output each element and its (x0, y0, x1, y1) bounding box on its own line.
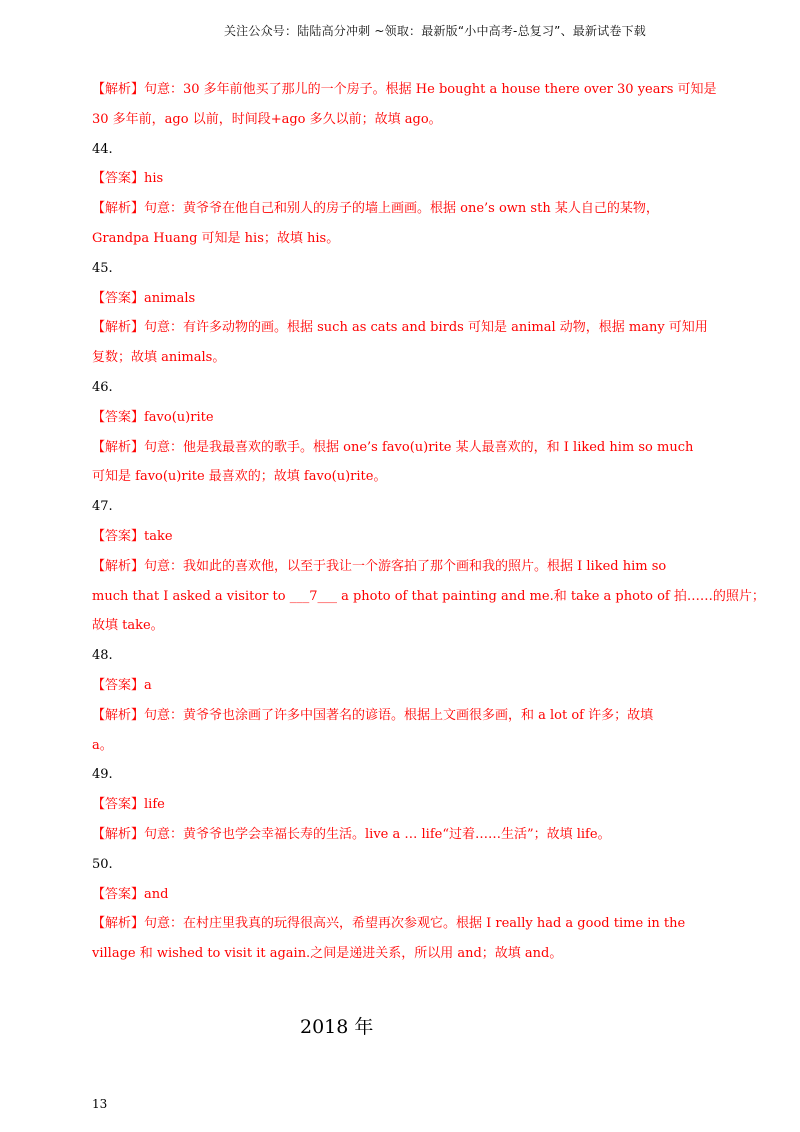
explanation-line: 【解析】句意：在村庄里我真的玩得很高兴，希望再次参观它。根据 I really had a good time in the (92, 916, 686, 932)
explanation-line: 【解析】句意：他是我最喜欢的歌手。根据 one’s favo(u)rite 某人最喜欢的，和 I liked him so much (92, 439, 694, 455)
explanation-line: 【解析】句意：30 多年前他买了那儿的一个房子。根据 He bought a house there over 30 years 可知是 (92, 82, 717, 97)
explanation-line: 复数；故填 animals。 (92, 350, 226, 366)
question-number: 44. (92, 141, 113, 157)
question-number: 46. (92, 379, 113, 395)
question-number: 50. (92, 856, 113, 872)
explanation-line: 【解析】句意：黄爷爷在他自己和别人的房子的墙上画画。根据 one’s own sth 某人自己的某物， (92, 201, 659, 217)
explanation-line: 【解析】句意：我如此的喜欢他，以至于我让一个游客拍了那个画和我的照片。根据 I liked him so (92, 558, 667, 574)
explanation-line: 【答案】favo(u)rite (92, 409, 214, 425)
answer-explanations (92, 75, 765, 969)
explanation-line: a。 (92, 737, 113, 753)
explanation-line: 【答案】and (92, 886, 169, 902)
page-header: 关注公众号：陆陆高分冲刺 ~领取：最新版“小中高考-总复习”、最新试卷下载 (223, 24, 647, 38)
question-number: 47. (92, 499, 113, 515)
explanation-line: 【答案】take (92, 528, 173, 544)
explanation-line: 【答案】his (92, 171, 164, 187)
question-number: 45. (92, 260, 113, 276)
question-number: 48. (92, 648, 113, 664)
explanation-line: 可知是 favo(u)rite 最喜欢的；故填 favo(u)rite。 (92, 469, 387, 485)
explanation-line: 30 多年前，ago 以前，时间段+ago 多久以前；故填 ago。 (92, 111, 442, 127)
explanation-line: 【解析】句意：有许多动物的画。根据 such as cats and birds 可知是 animal 动物，根据 many 可知用 (92, 320, 708, 336)
explanation-line: 【答案】animals (92, 290, 196, 306)
explanation-line: 【答案】life (92, 797, 165, 813)
year-heading: 2018 年 (300, 1016, 374, 1038)
explanation-line: 【答案】a (92, 677, 152, 693)
page-number: 13 (92, 1097, 108, 1111)
explanation-line: much that I asked a visitor to ___7___ a photo of that painting and me.和 take a photo of 拍……的照片； (92, 588, 765, 604)
explanation-line: village 和 wished to visit it again.之间是递进关系，所以用 and；故填 and。 (92, 946, 563, 962)
explanation-line: 【解析】句意：黄爷爷也学会幸福长寿的生活。live a … life“过着……生活”；故填 life。 (92, 826, 611, 842)
question-number: 49. (92, 767, 113, 783)
explanation-line: 【解析】句意：黄爷爷也涂画了许多中国著名的谚语。根据上文画很多画，和 a lot of 许多；故填 (92, 707, 654, 723)
explanation-line: Grandpa Huang 可知是 his；故填 his。 (92, 230, 340, 246)
explanation-line: 故填 take。 (92, 618, 164, 634)
